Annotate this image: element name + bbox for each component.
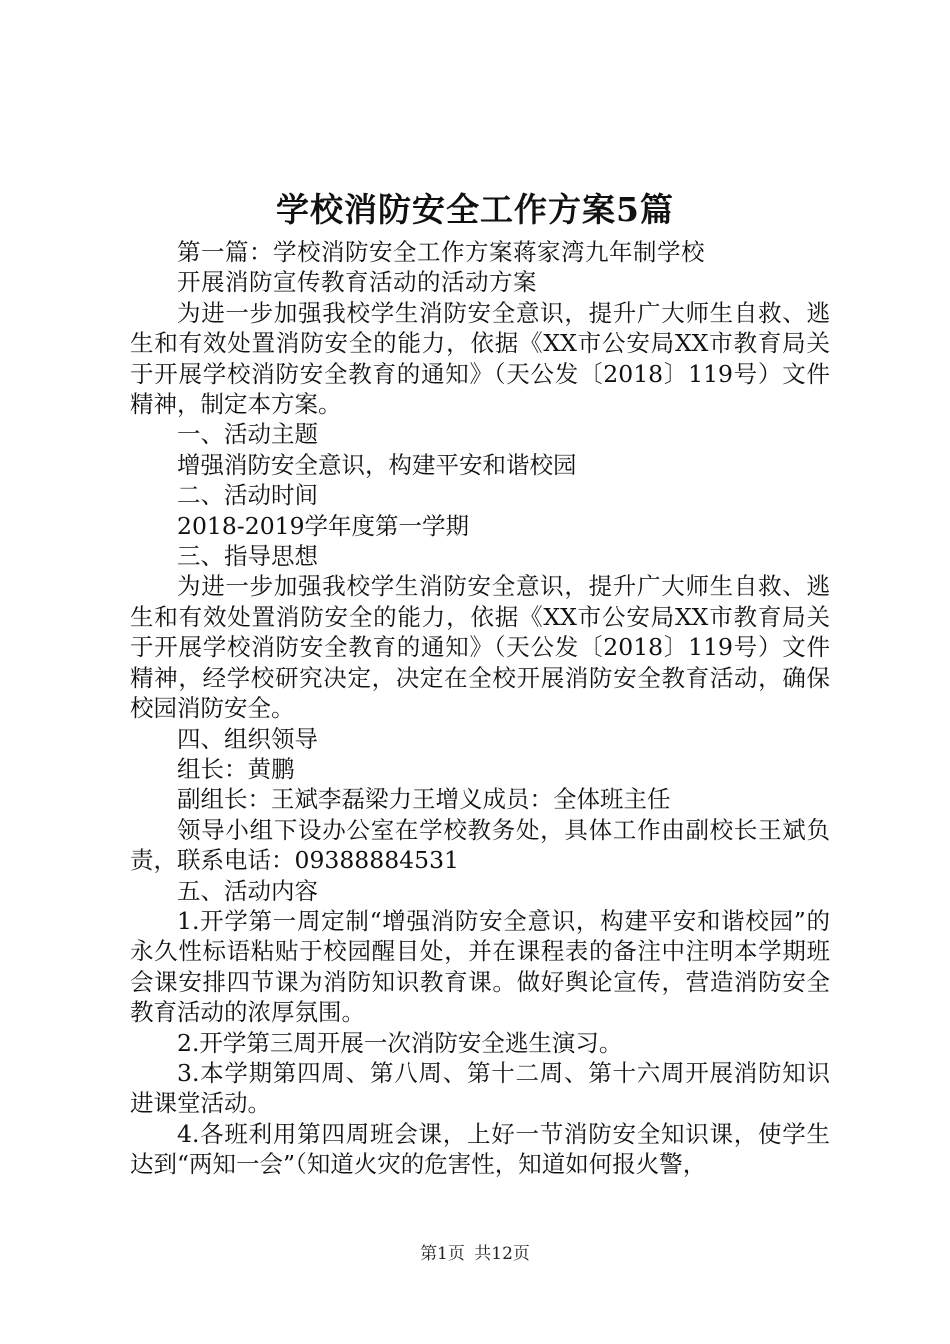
section-heading: 五、活动内容 (177, 876, 318, 905)
page-number: 第1页 (420, 1244, 465, 1264)
paragraph: 4.各班利用第四周班会课，上好一节消防安全知识课，使学生达到“两知一会”（知道火灾的危害性，知道如何报火警， (130, 1119, 830, 1179)
paragraph: 领导小组下设办公室在学校教务处，具体工作由副校长王斌负责，联系电话：09388884531 (130, 815, 830, 875)
paragraph: 副组长：王斌李磊梁力王增义成员：全体班主任 (177, 785, 671, 814)
paragraph: 为进一步加强我校学生消防安全意识，提升广大师生自救、逃生和有效处置消防安全的能力，依据《XX市公安局XX市教育局关于开展学校消防安全教育的通知》（天公发〔2018〕119号）文件精神，制定本方案。 (130, 298, 830, 419)
paragraph: 开展消防宣传教育活动的活动方案 (177, 268, 537, 297)
document-title: 学校消防安全工作方案5篇 (276, 190, 674, 229)
section-heading: 一、活动主题 (177, 420, 318, 449)
paragraph: 第一篇：学校消防安全工作方案蒋家湾九年制学校 (177, 238, 705, 266)
paragraph: 2.开学第三周开展一次消防安全逃生演习。 (177, 1028, 623, 1057)
paragraph: 组长：黄鹏 (177, 754, 295, 783)
paragraph: 1.开学第一周定制“增强消防安全意识，构建平安和谐校园”的永久性标语粘贴于校园醒目处，并在课程表的备注中注明本学期班会课安排四节课为消防知识教育课。做好舆论宣传，营造消防安全教育活动的浓厚氛围。 (130, 906, 830, 1027)
document-body (130, 237, 830, 1180)
section-heading: 二、活动时间 (177, 481, 318, 510)
page-total: 共12页 (474, 1244, 530, 1264)
paragraph: 3.本学期第四周、第八周、第十二周、第十六周开展消防知识进课堂活动。 (130, 1058, 830, 1118)
section-heading: 四、组织领导 (177, 724, 318, 753)
paragraph: 为进一步加强我校学生消防安全意识，提升广大师生自救、逃生和有效处置消防安全的能力，依据《XX市公安局XX市教育局关于开展学校消防安全教育的通知》（天公发〔2018〕119号）文件精神，经学校研究决定，决定在全校开展消防安全教育活动，确保校园消防安全。 (130, 572, 830, 723)
paragraph: 2018-2019学年度第一学期 (177, 511, 470, 540)
section-heading: 三、指导思想 (177, 542, 318, 571)
paragraph: 增强消防安全意识，构建平安和谐校园 (177, 450, 577, 479)
page-footer (0, 1242, 950, 1266)
